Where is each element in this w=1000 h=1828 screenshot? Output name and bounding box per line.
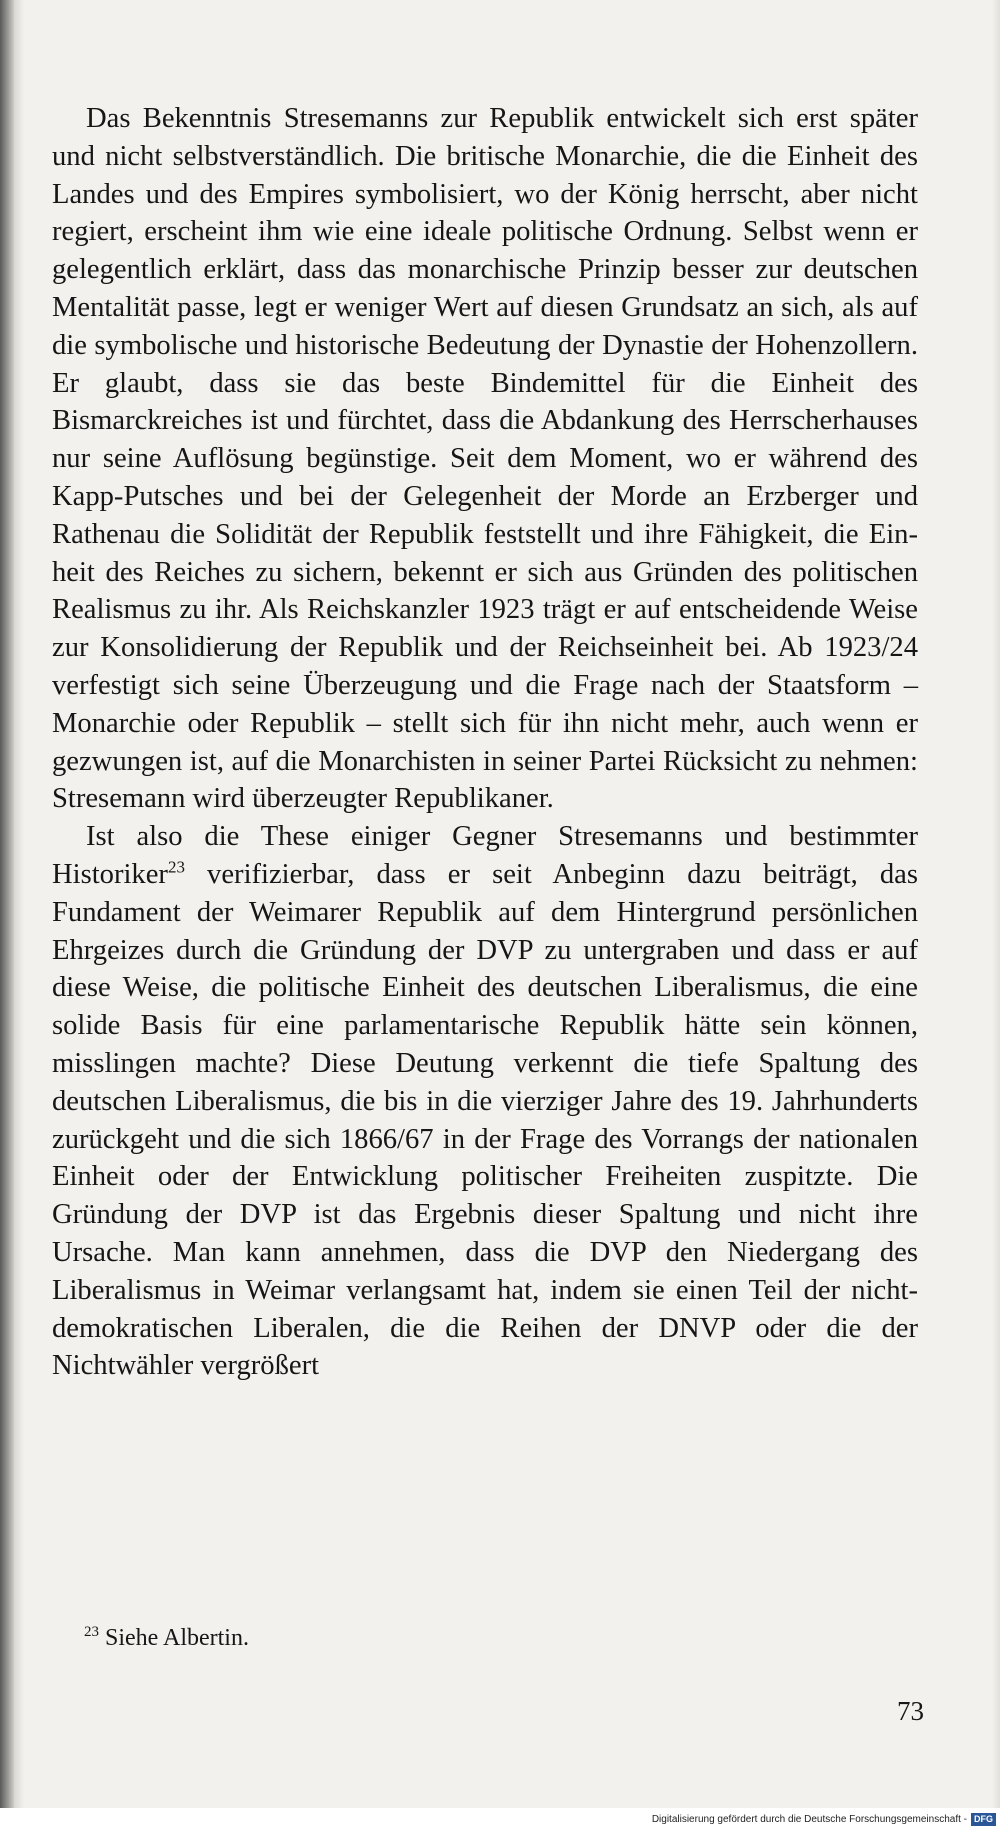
footnote-text: Siehe Albertin.: [105, 1625, 249, 1651]
dfg-logo-icon: DFG: [971, 1813, 996, 1826]
book-spine-shadow: [0, 0, 14, 1808]
paragraph-2-part-1: Ist also die These einiger Gegner Stresemanns und bestimmter Historiker: [52, 821, 918, 890]
book-gutter: [14, 0, 24, 1808]
footnote: [84, 1624, 249, 1652]
page-number: 73: [897, 1696, 924, 1726]
footnote-number: 23: [84, 1624, 99, 1640]
page-edge: [992, 0, 1000, 1808]
footnote-reference[interactable]: 23: [167, 857, 185, 877]
main-text: [52, 100, 918, 1385]
paragraph-2: [52, 818, 918, 1385]
digitization-credit: [652, 1812, 996, 1826]
paragraph-1: Das Bekenntnis Stresemanns zur Republik entwickelt sich erst später und nicht selbstverständlich. Die britische Monarchie, die die Einheit des Landes und des Empires symbolisiert, wo der König herrscht, aber nicht regiert, erscheint ihm wie eine ideale politische Ordnung. Selbst wenn er gelegentlich erklärt, dass das monarchische Prinzip besser zur deutschen Mentalität passe, legt er weniger Wert auf diesen Grundsatz an sich, als auf die symbolische und historische Bedeutung der Dynastie der Hohenzollern. Er glaubt, dass sie das beste Bindemittel für die Einheit des Bismarckreiches ist und fürchtet, dass die Abdankung des Herrscherhauses nur seine Auflösung begünstige. Seit dem Moment, wo er während des Kapp-Putsches und bei der Gelegenheit der Morde an Erzberger und Rathenau die Solidität der Republik feststellt und ihre Fähigkeit, die Einheit des Reiches zu sichern, bekennt er sich aus Gründen des politischen Realismus zu ihr. Als Reichskanzler 1923 trägt er auf entscheidende Weise zur Konsolidierung der Republik und der Reichseinheit bei. Ab 1923/24 verfestigt sich seine Überzeugung und die Frage nach der Staatsform – Monarchie oder Republik – stellt sich für ihn nicht mehr, auch wenn er gezwungen ist, auf die Monarchisten in seiner Partei Rücksicht zu nehmen: Stresemann wird überzeugter Republikaner.: [52, 103, 918, 815]
credit-text: Digitalisierung gefördert durch die Deutsche Forschungsgemeinschaft -: [651, 1813, 967, 1825]
paragraph-2-part-2: verifizierbar, dass er seit Anbeginn dazu beiträgt, das Fundament der Weimarer Republik auf dem Hintergrund persönlichen Ehrgeizes durch die Gründung der DVP zu untergraben und dass er auf diese Weise, die politische Einheit des deutschen Liberalismus, die eine solide Basis für eine parlamentarische Republik hätte sein können, misslingen machte? Diese Deutung verkennt die tiefe Spaltung des deutschen Liberalismus, die bis in die vierziger Jahre des 19. Jahrhunderts zurückgeht und die sich 1866/67 in der Frage des Vorrangs der nationalen Einheit oder der Entwicklung politischer Freiheiten zuspitzte. Die Gründung der DVP ist das Ergebnis dieser Spaltung und nicht ihre Ursache. Man kann annehmen, dass die DVP den Niedergang des Liberalismus in Weimar verlangsamt hat, indem sie einen Teil der nicht-demokratischen Liberalen, die die Reihen der DNVP oder die der Nichtwähler vergrößert: [52, 858, 918, 1382]
